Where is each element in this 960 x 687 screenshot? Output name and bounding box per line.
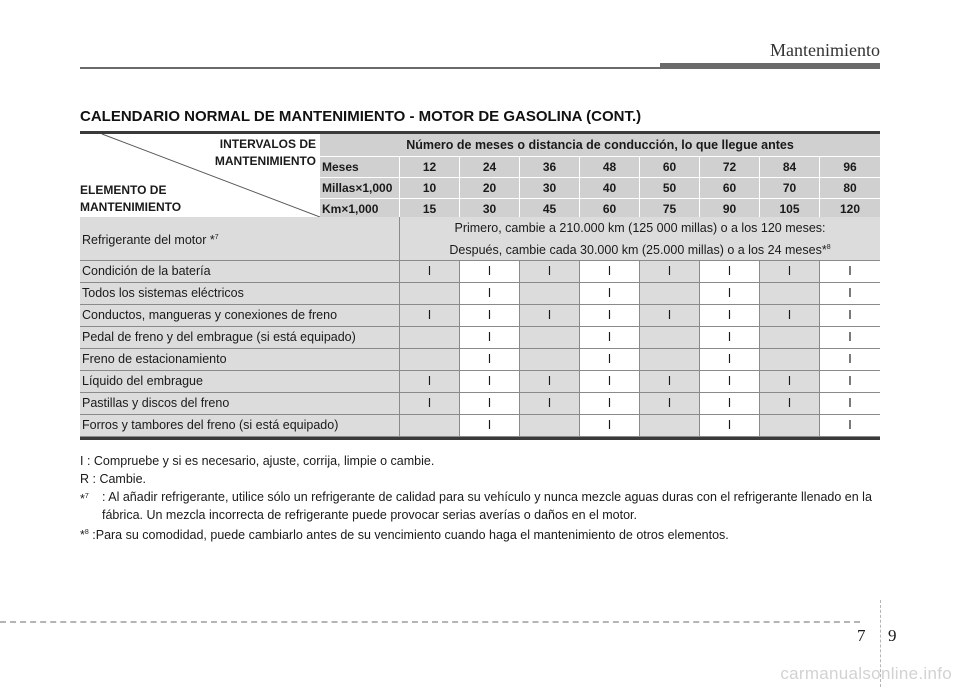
table-row	[80, 371, 880, 393]
schedule-cell: I	[460, 349, 520, 370]
header-interval-cell: 20	[460, 178, 520, 198]
header-interval-cell: 84	[760, 157, 820, 177]
table-row	[80, 327, 880, 349]
header-interval-cell: 120	[839, 202, 861, 216]
row-name: Freno de estacionamiento	[80, 349, 400, 370]
schedule-cell: I	[640, 371, 700, 392]
footnote-number: 7	[84, 493, 89, 500]
schedule-cell: I	[848, 418, 852, 432]
header-rule	[80, 67, 660, 69]
schedule-cell: I	[460, 371, 520, 392]
row-name: Forros y tambores del freno (si está equipado)	[80, 415, 400, 436]
table-row	[80, 283, 880, 305]
header-row	[320, 199, 880, 219]
schedule-cell: I	[580, 371, 640, 392]
footer-rule	[0, 621, 860, 623]
note-i: I : Compruebe y si es necesario, ajuste, corrija, limpie o cambie.	[80, 454, 435, 468]
table-row	[80, 261, 880, 283]
schedule-cell: I	[700, 415, 760, 436]
header-interval-cell: 50	[640, 178, 700, 198]
corner-element-label	[80, 182, 181, 216]
corner-intervals-line1: INTERVALOS DE	[219, 137, 316, 151]
header-interval-cell: 60	[640, 157, 700, 177]
schedule-cell: I	[760, 261, 820, 282]
row-name: Pedal de freno y del embrague (si está equipado)	[80, 327, 400, 348]
footnote-marker: 8	[826, 244, 831, 251]
row-name	[80, 217, 400, 260]
schedule-cell: I	[848, 352, 852, 366]
notes	[80, 452, 890, 544]
header-interval-cell: 70	[760, 178, 820, 198]
header-interval-cell: 10	[400, 178, 460, 198]
schedule-cell: I	[848, 374, 852, 388]
row-name: Conductos, mangueras y conexiones de freno	[80, 305, 400, 326]
header-interval-cell: 90	[700, 199, 760, 219]
header-row-label: Km×1,000	[320, 199, 400, 219]
schedule-cell	[640, 349, 700, 370]
schedule-cell: I	[580, 305, 640, 326]
header-interval-cell: 80	[843, 181, 857, 195]
header-interval-cell: 75	[640, 199, 700, 219]
schedule-cell: I	[848, 330, 852, 344]
asterisk: *	[80, 492, 85, 507]
table-row-refrigerant	[80, 217, 880, 261]
note-7	[80, 488, 890, 524]
refrigerant-line1: Primero, cambie a 210.000 km (125 000 millas) o a los 120 meses:	[454, 221, 826, 235]
section-title: Mantenimiento	[770, 40, 880, 60]
schedule-cell: I	[580, 261, 640, 282]
schedule-cell: I	[700, 283, 760, 304]
schedule-cell: I	[700, 393, 760, 414]
corner-element-line1: ELEMENTO DE	[80, 183, 167, 197]
schedule-cell: I	[400, 261, 460, 282]
row-name: Pastillas y discos del freno	[80, 393, 400, 414]
table-row	[80, 349, 880, 371]
header-row	[320, 157, 880, 178]
schedule-cell: I	[760, 393, 820, 414]
schedule-cell	[400, 349, 460, 370]
schedule-cell	[520, 349, 580, 370]
schedule-cell: I	[460, 283, 520, 304]
table-corner-cell	[80, 134, 320, 217]
header-title: Número de meses o distancia de conducción, lo que llegue antes	[320, 134, 880, 157]
schedule-cell: I	[848, 396, 852, 410]
schedule-cell: I	[460, 261, 520, 282]
schedule-cell	[760, 415, 820, 436]
table-row	[80, 393, 880, 415]
header-interval-cell: 105	[760, 199, 820, 219]
footnote-marker: 7	[214, 234, 219, 241]
note-7-text: : Al añadir refrigerante, utilice sólo un refrigerante de calidad para su vehículo y nunca mezcle aguas duras con el refrigerante llenado en la fábrica. Un mezcla incorrecta de refrigerante puede provocar serias averías o daños en el motor.	[102, 490, 872, 522]
row-name: Condición de la batería	[80, 261, 400, 282]
header-interval-cell: 36	[520, 157, 580, 177]
row-name: Líquido del embrague	[80, 371, 400, 392]
note-7-marker	[80, 488, 89, 508]
header-interval-cell: 96	[843, 160, 857, 174]
schedule-cell	[520, 327, 580, 348]
schedule-cell: I	[760, 371, 820, 392]
schedule-cell: I	[520, 261, 580, 282]
schedule-cell: I	[700, 261, 760, 282]
table-title: CALENDARIO NORMAL DE MANTENIMIENTO - MOTOR DE GASOLINA (CONT.)	[80, 108, 642, 125]
table-bottom-rule	[80, 437, 880, 440]
refrigerant-note-cell	[400, 217, 880, 260]
schedule-cell: I	[640, 305, 700, 326]
schedule-cell: I	[848, 308, 852, 322]
schedule-cell: I	[640, 393, 700, 414]
schedule-cell: I	[580, 415, 640, 436]
header-interval-cell: 15	[400, 199, 460, 219]
schedule-cell: I	[700, 327, 760, 348]
schedule-cell	[640, 415, 700, 436]
table-row	[80, 415, 880, 437]
header-row-label: Meses	[320, 157, 400, 177]
page-number-chapter: 7	[857, 626, 866, 645]
note-8	[80, 524, 890, 544]
table-header	[320, 134, 880, 217]
header-row-label: Millas×1,000	[320, 178, 400, 198]
schedule-cell: I	[400, 393, 460, 414]
page-number: 9	[888, 626, 897, 645]
schedule-cell: I	[640, 261, 700, 282]
schedule-cell	[400, 283, 460, 304]
table-body	[80, 217, 880, 437]
row-name: Todos los sistemas eléctricos	[80, 283, 400, 304]
header-interval-cell: 45	[520, 199, 580, 219]
schedule-cell: I	[700, 371, 760, 392]
header-interval-cell: 60	[580, 199, 640, 219]
note-r: R : Cambie.	[80, 472, 146, 486]
header-rows	[320, 157, 880, 219]
header-interval-cell: 12	[400, 157, 460, 177]
schedule-cell: I	[700, 349, 760, 370]
header-interval-cell: 48	[580, 157, 640, 177]
watermark: carmanualsonline.info	[780, 664, 952, 683]
schedule-cell	[400, 327, 460, 348]
schedule-cell	[760, 283, 820, 304]
schedule-cell	[520, 283, 580, 304]
schedule-cell: I	[460, 305, 520, 326]
schedule-cell: I	[700, 305, 760, 326]
header-interval-cell: 72	[700, 157, 760, 177]
header-interval-cell: 30	[460, 199, 520, 219]
schedule-cell: I	[848, 264, 852, 278]
schedule-cell: I	[580, 349, 640, 370]
header-row	[320, 178, 880, 199]
corner-intervals-label	[215, 136, 316, 170]
schedule-cell: I	[520, 305, 580, 326]
schedule-cell: I	[580, 393, 640, 414]
corner-intervals-line2: MANTENIMIENTO	[214, 154, 316, 168]
schedule-cell: I	[460, 393, 520, 414]
footnote-number: 8	[84, 529, 89, 536]
schedule-cell: I	[580, 327, 640, 348]
refrigerant-line2	[400, 238, 880, 260]
table-row	[80, 305, 880, 327]
schedule-cell: I	[460, 327, 520, 348]
asterisk: *	[80, 528, 85, 543]
corner-element-line2: MANTENIMIENTO	[80, 200, 182, 214]
schedule-cell	[760, 327, 820, 348]
header-interval-cell: 40	[580, 178, 640, 198]
header-interval-cell: 24	[460, 157, 520, 177]
schedule-cell: I	[520, 393, 580, 414]
header-interval-cell: 30	[520, 178, 580, 198]
schedule-cell: I	[400, 305, 460, 326]
schedule-cell	[640, 327, 700, 348]
schedule-cell	[640, 283, 700, 304]
refrigerant-line2-text: Después, cambie cada 30.000 km (25.000 millas) o a los 24 meses*	[449, 243, 827, 258]
header-interval-cell: 60	[700, 178, 760, 198]
schedule-cell: I	[400, 371, 460, 392]
schedule-cell: I	[580, 283, 640, 304]
schedule-cell	[520, 415, 580, 436]
schedule-cell: I	[848, 286, 852, 300]
row-name-text: Refrigerante del motor *	[82, 233, 215, 248]
header-rule-thick	[660, 63, 880, 69]
note-8-text: :Para su comodidad, puede cambiarlo antes de su vencimiento cuando haga el mantenimiento de otros elementos.	[88, 528, 729, 543]
schedule-cell: I	[460, 415, 520, 436]
schedule-cell: I	[520, 371, 580, 392]
schedule-cell	[400, 415, 460, 436]
schedule-cell	[760, 349, 820, 370]
schedule-cell: I	[760, 305, 820, 326]
